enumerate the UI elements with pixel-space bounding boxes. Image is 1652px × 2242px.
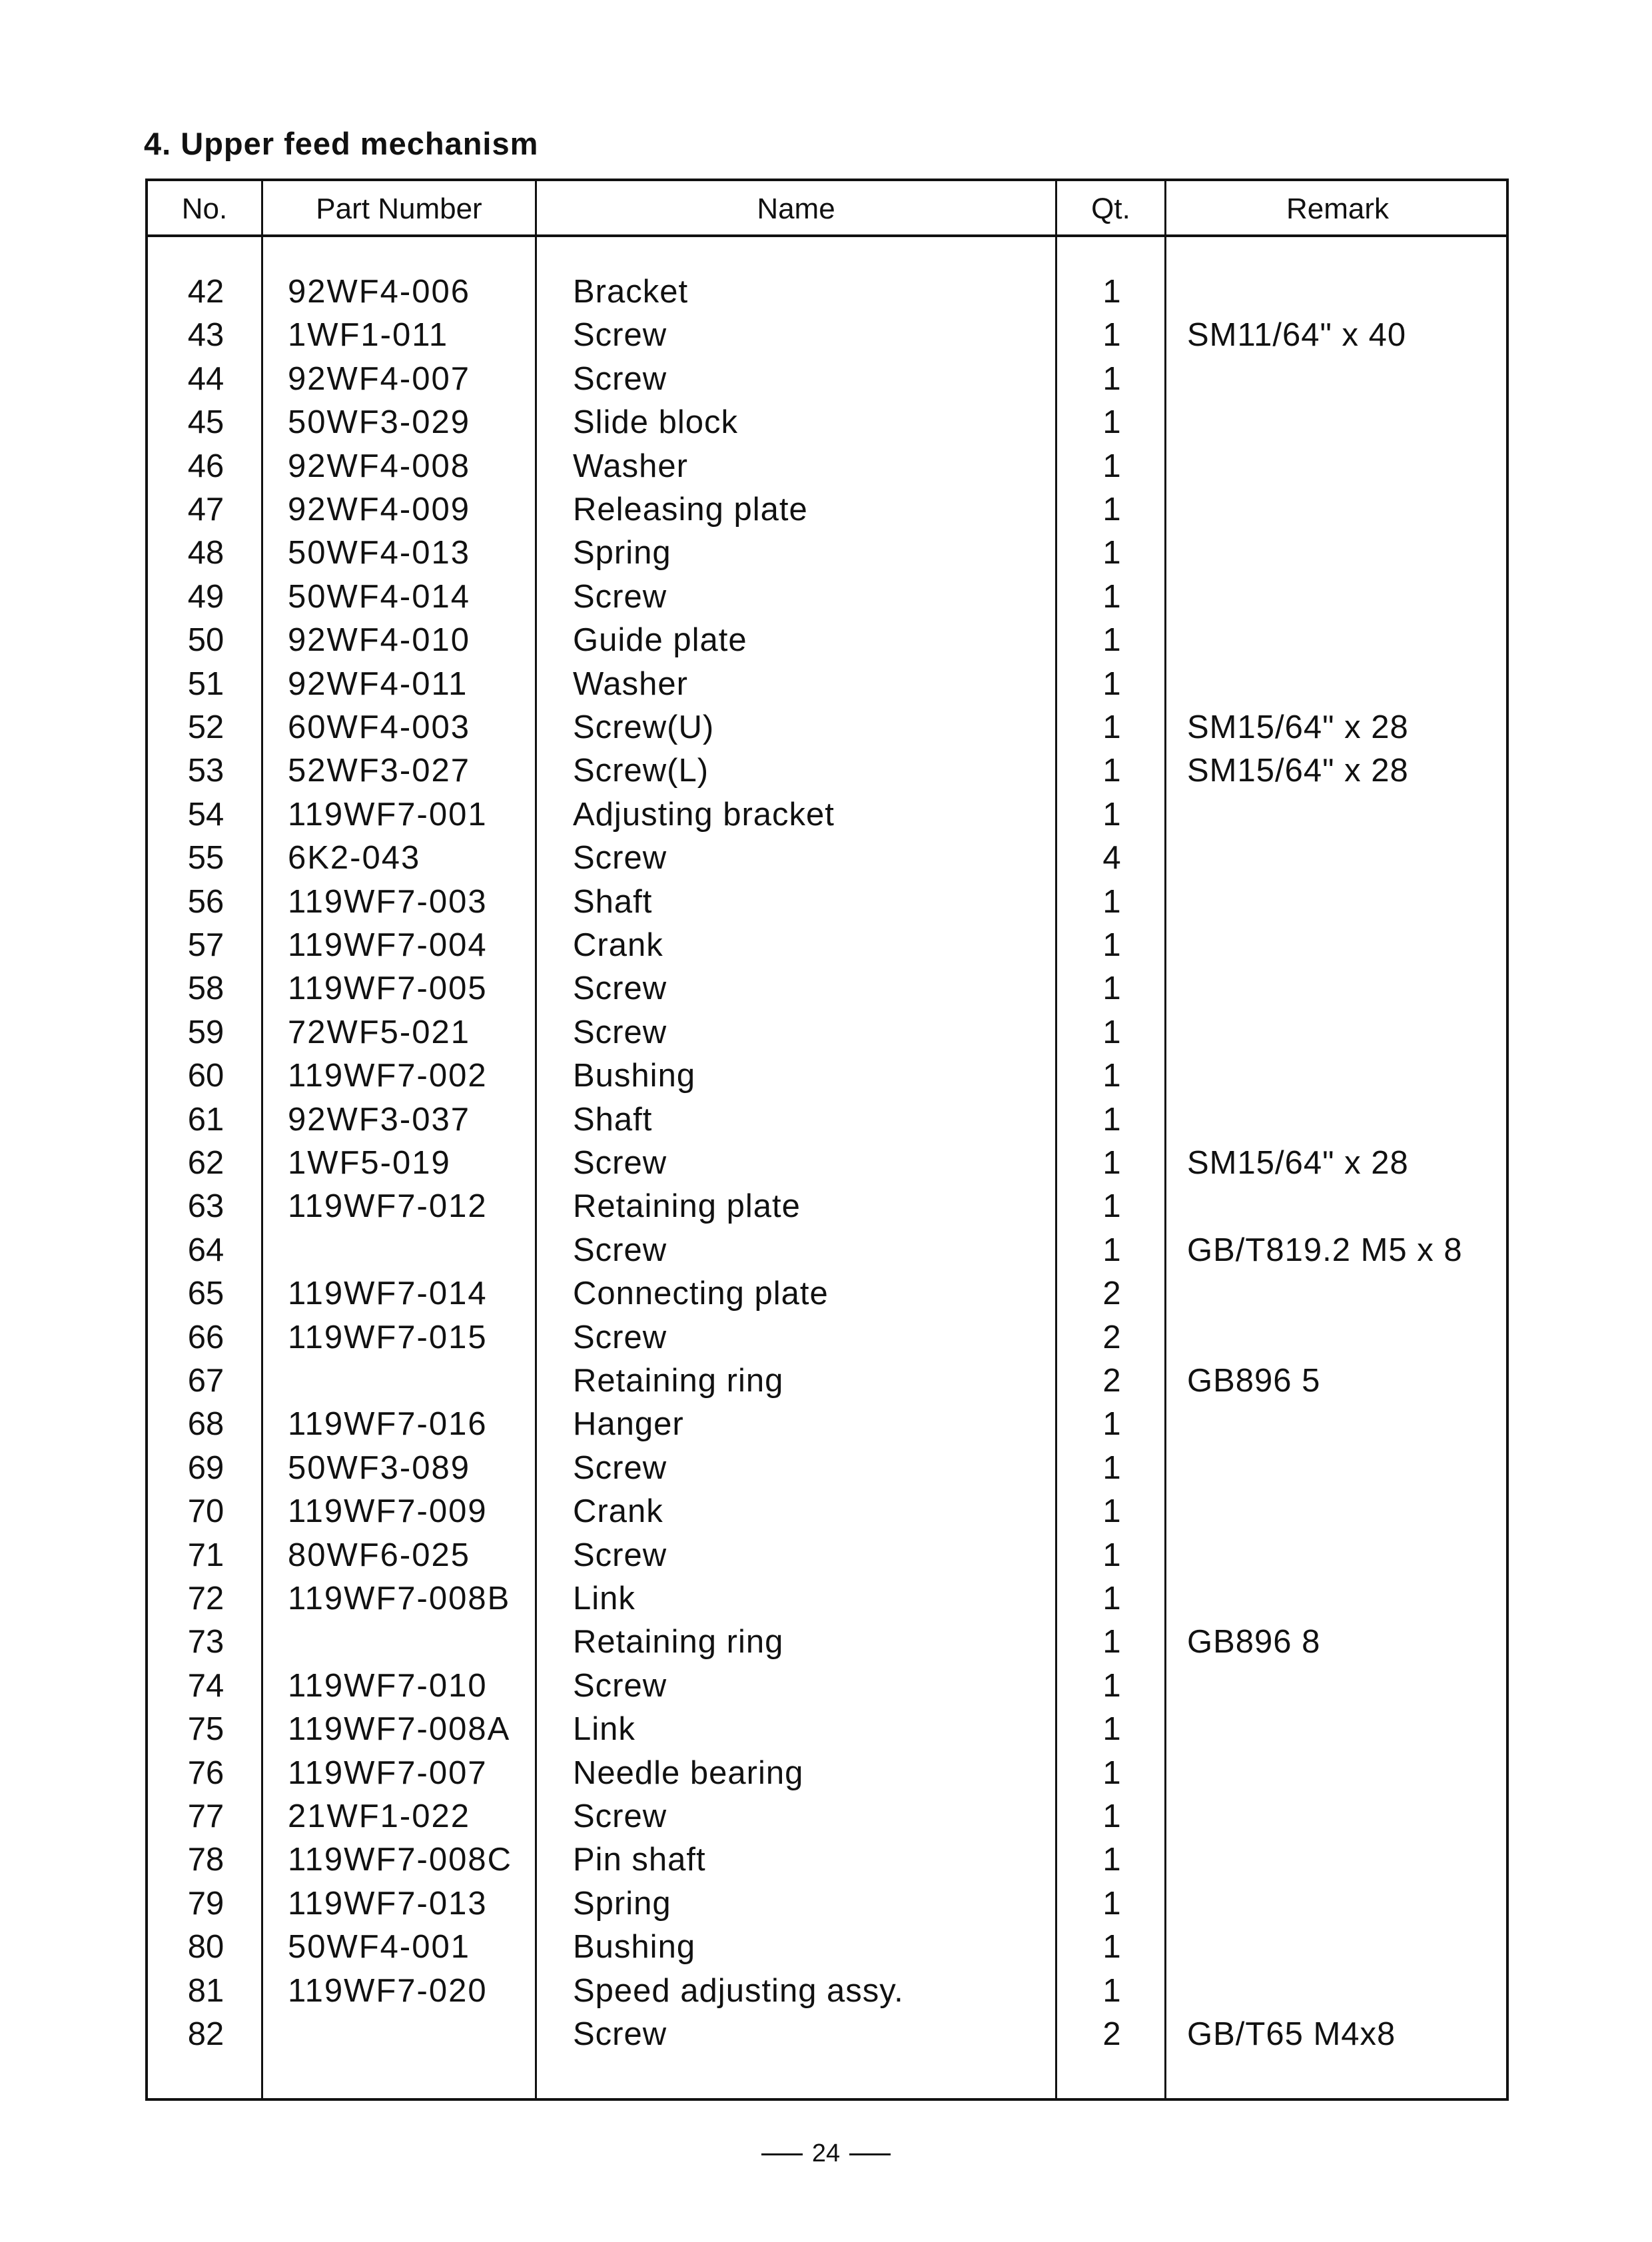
- quantity: 1: [1102, 1058, 1121, 1094]
- part-name: Washer: [573, 448, 689, 484]
- part-number: 50WF4-014: [288, 578, 471, 615]
- table-row: [148, 532, 1506, 575]
- table-row: [148, 924, 1506, 967]
- quantity: 1: [1102, 796, 1121, 833]
- row-number: 66: [187, 1319, 224, 1355]
- row-number: 45: [187, 404, 224, 441]
- remark: [1187, 532, 1507, 575]
- remark: SM15/64" x 28: [1187, 709, 1409, 745]
- part-number: [288, 2013, 541, 2056]
- table-row: [148, 1011, 1506, 1054]
- table-row: [148, 749, 1506, 793]
- table-row: [148, 2013, 1506, 2056]
- row-number: 78: [187, 1842, 224, 1878]
- page-number: 24: [811, 2139, 841, 2167]
- part-name: Slide block: [573, 404, 738, 441]
- part-number: 119WF7-015: [288, 1319, 488, 1355]
- table-row: [148, 1142, 1506, 1185]
- page-footer: [0, 2139, 1652, 2168]
- row-number: 73: [187, 1624, 224, 1661]
- part-name: Needle bearing: [573, 1754, 804, 1791]
- part-number: 119WF7-005: [288, 970, 488, 1007]
- quantity: 1: [1102, 883, 1121, 920]
- remark: [1187, 401, 1507, 444]
- table-row: [148, 793, 1506, 837]
- part-number: 60WF4-003: [288, 709, 471, 745]
- row-number: 53: [187, 753, 224, 789]
- table-row: [148, 837, 1506, 880]
- row-number: 71: [187, 1537, 224, 1573]
- part-name: Retaining plate: [573, 1188, 801, 1225]
- table-row: [148, 488, 1506, 532]
- row-number: 49: [187, 578, 224, 615]
- remark: [1187, 619, 1507, 662]
- row-number: 69: [187, 1449, 224, 1486]
- part-name: Screw: [573, 1449, 667, 1486]
- row-number: 55: [187, 840, 224, 877]
- quantity: 1: [1102, 1406, 1121, 1443]
- row-number: 79: [187, 1885, 224, 1922]
- remark: GB/T819.2 M5 x 8: [1187, 1232, 1463, 1268]
- part-number: 1WF1-011: [288, 317, 449, 354]
- remark: SM11/64" x 40: [1187, 317, 1407, 354]
- part-number: 92WF4-009: [288, 492, 471, 528]
- part-name: Screw: [573, 1232, 667, 1268]
- remark: [1187, 924, 1507, 967]
- remark: [1187, 1098, 1507, 1142]
- quantity: 1: [1102, 1101, 1121, 1138]
- remark: [1187, 793, 1507, 837]
- remark: [1187, 1054, 1507, 1098]
- table-row: [148, 1882, 1506, 1926]
- row-number: 74: [187, 1667, 224, 1704]
- remark: [1187, 1577, 1507, 1621]
- part-name: Releasing plate: [573, 492, 808, 528]
- part-name: Screw: [573, 578, 667, 615]
- row-number: 46: [187, 448, 224, 484]
- quantity: 1: [1102, 1754, 1121, 1791]
- quantity: 1: [1102, 1014, 1121, 1050]
- part-number: [288, 1359, 541, 1403]
- row-number: 81: [187, 1972, 224, 2009]
- remark: [1187, 1838, 1507, 1882]
- row-number: 64: [187, 1232, 224, 1268]
- table-row: [148, 1926, 1506, 1969]
- quantity: 1: [1102, 1537, 1121, 1573]
- part-number: 92WF4-010: [288, 622, 471, 659]
- part-number: [288, 1229, 541, 1272]
- remark: [1187, 837, 1507, 880]
- header-remark: Remark: [1286, 192, 1390, 225]
- part-name: Retaining ring: [573, 1363, 784, 1399]
- part-name: Retaining ring: [573, 1624, 784, 1661]
- quantity: 1: [1102, 1493, 1121, 1530]
- quantity: 1: [1102, 665, 1121, 702]
- part-name: Hanger: [573, 1406, 684, 1443]
- quantity: 1: [1102, 1842, 1121, 1878]
- table-row: [148, 358, 1506, 401]
- part-name: Screw: [573, 1014, 667, 1050]
- part-number: 119WF7-020: [288, 1972, 488, 2009]
- table-row: [148, 314, 1506, 357]
- remark: [1187, 1926, 1507, 1969]
- table-row: [148, 1534, 1506, 1577]
- remark: [1187, 1447, 1507, 1490]
- quantity: 1: [1102, 1711, 1121, 1748]
- table-row: [148, 1708, 1506, 1751]
- part-name: Spring: [573, 1885, 671, 1922]
- row-number: 43: [187, 317, 224, 354]
- remark: [1187, 1534, 1507, 1577]
- quantity: 1: [1102, 404, 1121, 441]
- row-number: 54: [187, 796, 224, 833]
- quantity: 1: [1102, 1624, 1121, 1661]
- remark: SM15/64" x 28: [1187, 1145, 1409, 1181]
- part-number: 6K2-043: [288, 840, 421, 877]
- quantity: 1: [1102, 1929, 1121, 1966]
- part-name: Screw: [573, 1667, 667, 1704]
- part-number: 119WF7-012: [288, 1188, 488, 1225]
- table-row: [148, 706, 1506, 749]
- row-number: 65: [187, 1276, 224, 1312]
- row-number: 70: [187, 1493, 224, 1530]
- table-row: [148, 967, 1506, 1010]
- part-number: 50WF4-001: [288, 1929, 471, 1966]
- remark: [1187, 881, 1507, 924]
- part-name: Shaft: [573, 1101, 653, 1138]
- part-name: Guide plate: [573, 622, 747, 659]
- quantity: 2: [1102, 1276, 1121, 1312]
- remark: GB896 5: [1187, 1363, 1321, 1399]
- dash-left: [761, 2153, 803, 2155]
- remark: [1187, 1490, 1507, 1533]
- table-row: [148, 1665, 1506, 1708]
- row-number: 77: [187, 1798, 224, 1834]
- part-name: Screw: [573, 1145, 667, 1181]
- table-row: [148, 1752, 1506, 1795]
- quantity: 1: [1102, 317, 1121, 354]
- remark: [1187, 358, 1507, 401]
- table-row: [148, 663, 1506, 706]
- part-name: Screw(L): [573, 753, 709, 789]
- remark: [1187, 270, 1507, 314]
- remark: [1187, 488, 1507, 532]
- quantity: 1: [1102, 1145, 1121, 1181]
- header-part-number: Part Number: [316, 192, 482, 225]
- part-name: Screw: [573, 2016, 667, 2052]
- row-number: 47: [187, 492, 224, 528]
- part-name: Bushing: [573, 1058, 696, 1094]
- table-row: [148, 1970, 1506, 2013]
- table-row: [148, 270, 1506, 314]
- table-row: [148, 1316, 1506, 1359]
- remark: GB896 8: [1187, 1624, 1321, 1661]
- part-number: 92WF4-008: [288, 448, 471, 484]
- quantity: 1: [1102, 578, 1121, 615]
- part-number: 119WF7-002: [288, 1058, 488, 1094]
- part-name: Screw: [573, 1319, 667, 1355]
- part-number: [288, 1621, 541, 1664]
- part-name: Screw: [573, 1537, 667, 1573]
- part-name: Screw: [573, 970, 667, 1007]
- quantity: 1: [1102, 1972, 1121, 2009]
- row-number: 72: [187, 1581, 224, 1617]
- table-row: [148, 1229, 1506, 1272]
- remark: [1187, 1882, 1507, 1926]
- row-number: 68: [187, 1406, 224, 1443]
- remark: [1187, 1011, 1507, 1054]
- part-name: Adjusting bracket: [573, 796, 835, 833]
- table-row: [148, 445, 1506, 488]
- header-qty: Qt.: [1091, 192, 1130, 225]
- row-number: 57: [187, 927, 224, 963]
- remark: [1187, 1795, 1507, 1838]
- quantity: 1: [1102, 753, 1121, 789]
- part-number: 119WF7-008C: [288, 1842, 513, 1878]
- remark: [1187, 1403, 1507, 1446]
- part-number: 119WF7-007: [288, 1754, 488, 1791]
- row-number: 42: [187, 274, 224, 310]
- part-number: 50WF3-089: [288, 1449, 471, 1486]
- part-number: 72WF5-021: [288, 1014, 471, 1050]
- part-number: 21WF1-022: [288, 1798, 471, 1834]
- part-name: Screw: [573, 317, 667, 354]
- row-number: 62: [187, 1145, 224, 1181]
- part-name: Connecting plate: [573, 1276, 829, 1312]
- remark: [1187, 1316, 1507, 1359]
- remark: SM15/64" x 28: [1187, 753, 1409, 789]
- part-name: Crank: [573, 1493, 663, 1530]
- header-no: No.: [181, 192, 228, 225]
- part-name: Crank: [573, 927, 663, 963]
- quantity: 4: [1102, 840, 1121, 877]
- remark: [1187, 1665, 1507, 1708]
- quantity: 1: [1102, 535, 1121, 571]
- table-row: [148, 1403, 1506, 1446]
- part-name: Bracket: [573, 274, 689, 310]
- quantity: 1: [1102, 622, 1121, 659]
- part-number: 119WF7-008B: [288, 1581, 511, 1617]
- table-row: [148, 1272, 1506, 1315]
- part-number: 92WF4-011: [288, 665, 468, 702]
- part-number: 52WF3-027: [288, 753, 471, 789]
- quantity: 1: [1102, 448, 1121, 484]
- row-number: 67: [187, 1363, 224, 1399]
- dash-right: [849, 2153, 891, 2155]
- quantity: 2: [1102, 1319, 1121, 1355]
- part-number: 119WF7-014: [288, 1276, 488, 1312]
- row-number: 48: [187, 535, 224, 571]
- quantity: 1: [1102, 1581, 1121, 1617]
- part-name: Shaft: [573, 883, 653, 920]
- part-number: 50WF4-013: [288, 535, 471, 571]
- remark: [1187, 967, 1507, 1010]
- row-number: 60: [187, 1058, 224, 1094]
- part-number: 50WF3-029: [288, 404, 471, 441]
- quantity: 1: [1102, 1232, 1121, 1268]
- table-row: [148, 1838, 1506, 1882]
- table-row: [148, 1795, 1506, 1838]
- part-number: 119WF7-003: [288, 883, 488, 920]
- row-number: 44: [187, 360, 224, 397]
- table-row: [148, 1185, 1506, 1228]
- table-row: [148, 1577, 1506, 1621]
- part-name: Speed adjusting assy.: [573, 1972, 904, 2009]
- part-number: 1WF5-019: [288, 1145, 451, 1181]
- table-body: [148, 237, 1506, 2098]
- quantity: 1: [1102, 1188, 1121, 1225]
- row-number: 75: [187, 1711, 224, 1748]
- parts-table: [145, 179, 1509, 2101]
- quantity: 1: [1102, 927, 1121, 963]
- row-number: 63: [187, 1188, 224, 1225]
- remark: [1187, 445, 1507, 488]
- part-number: 92WF4-006: [288, 274, 471, 310]
- quantity: 1: [1102, 492, 1121, 528]
- quantity: 1: [1102, 709, 1121, 745]
- remark: [1187, 1708, 1507, 1751]
- row-number: 50: [187, 622, 224, 659]
- table-row: [148, 619, 1506, 662]
- row-number: 61: [187, 1101, 224, 1138]
- remark: [1187, 1752, 1507, 1795]
- quantity: 1: [1102, 1798, 1121, 1834]
- part-number: 119WF7-010: [288, 1667, 488, 1704]
- part-name: Pin shaft: [573, 1842, 706, 1878]
- part-name: Spring: [573, 535, 671, 571]
- quantity: 1: [1102, 1885, 1121, 1922]
- row-number: 58: [187, 970, 224, 1007]
- section-title: 4. Upper feed mechanism: [144, 126, 539, 161]
- table-row: [148, 401, 1506, 444]
- row-number: 56: [187, 883, 224, 920]
- part-number: 119WF7-004: [288, 927, 488, 963]
- quantity: 1: [1102, 970, 1121, 1007]
- remark: [1187, 1272, 1507, 1315]
- row-number: 51: [187, 665, 224, 702]
- row-number: 80: [187, 1929, 224, 1966]
- remark: [1187, 575, 1507, 619]
- row-number: 82: [187, 2016, 224, 2052]
- part-number: 119WF7-013: [288, 1885, 488, 1922]
- table-row: [148, 1621, 1506, 1664]
- part-number: 80WF6-025: [288, 1537, 471, 1573]
- row-number: 59: [187, 1014, 224, 1050]
- table-row: [148, 1447, 1506, 1490]
- part-name: Washer: [573, 665, 689, 702]
- table-row: [148, 1490, 1506, 1533]
- row-number: 52: [187, 709, 224, 745]
- part-number: 119WF7-016: [288, 1406, 488, 1443]
- quantity: 1: [1102, 360, 1121, 397]
- part-number: 119WF7-009: [288, 1493, 488, 1530]
- part-name: Screw: [573, 360, 667, 397]
- table-row: [148, 881, 1506, 924]
- row-number: 76: [187, 1754, 224, 1791]
- quantity: 1: [1102, 1449, 1121, 1486]
- part-name: Link: [573, 1581, 635, 1617]
- part-number: 119WF7-001: [288, 796, 488, 833]
- table-row: [148, 1098, 1506, 1142]
- remark: [1187, 1185, 1507, 1228]
- part-name: Screw(U): [573, 709, 715, 745]
- part-number: 92WF3-037: [288, 1101, 471, 1138]
- quantity: 1: [1102, 1667, 1121, 1704]
- remark: [1187, 663, 1507, 706]
- part-number: 92WF4-007: [288, 360, 471, 397]
- part-name: Link: [573, 1711, 635, 1748]
- remark: GB/T65 M4x8: [1187, 2016, 1396, 2052]
- table-row: [148, 1054, 1506, 1098]
- table-row: [148, 575, 1506, 619]
- header-name: Name: [757, 192, 835, 225]
- part-name: Bushing: [573, 1929, 696, 1966]
- quantity: 1: [1102, 274, 1121, 310]
- part-number: 119WF7-008A: [288, 1711, 511, 1748]
- quantity: 2: [1102, 1363, 1121, 1399]
- part-name: Screw: [573, 1798, 667, 1834]
- part-name: Screw: [573, 840, 667, 877]
- quantity: 2: [1102, 2016, 1121, 2052]
- table-row: [148, 1359, 1506, 1403]
- remark: [1187, 1970, 1507, 2013]
